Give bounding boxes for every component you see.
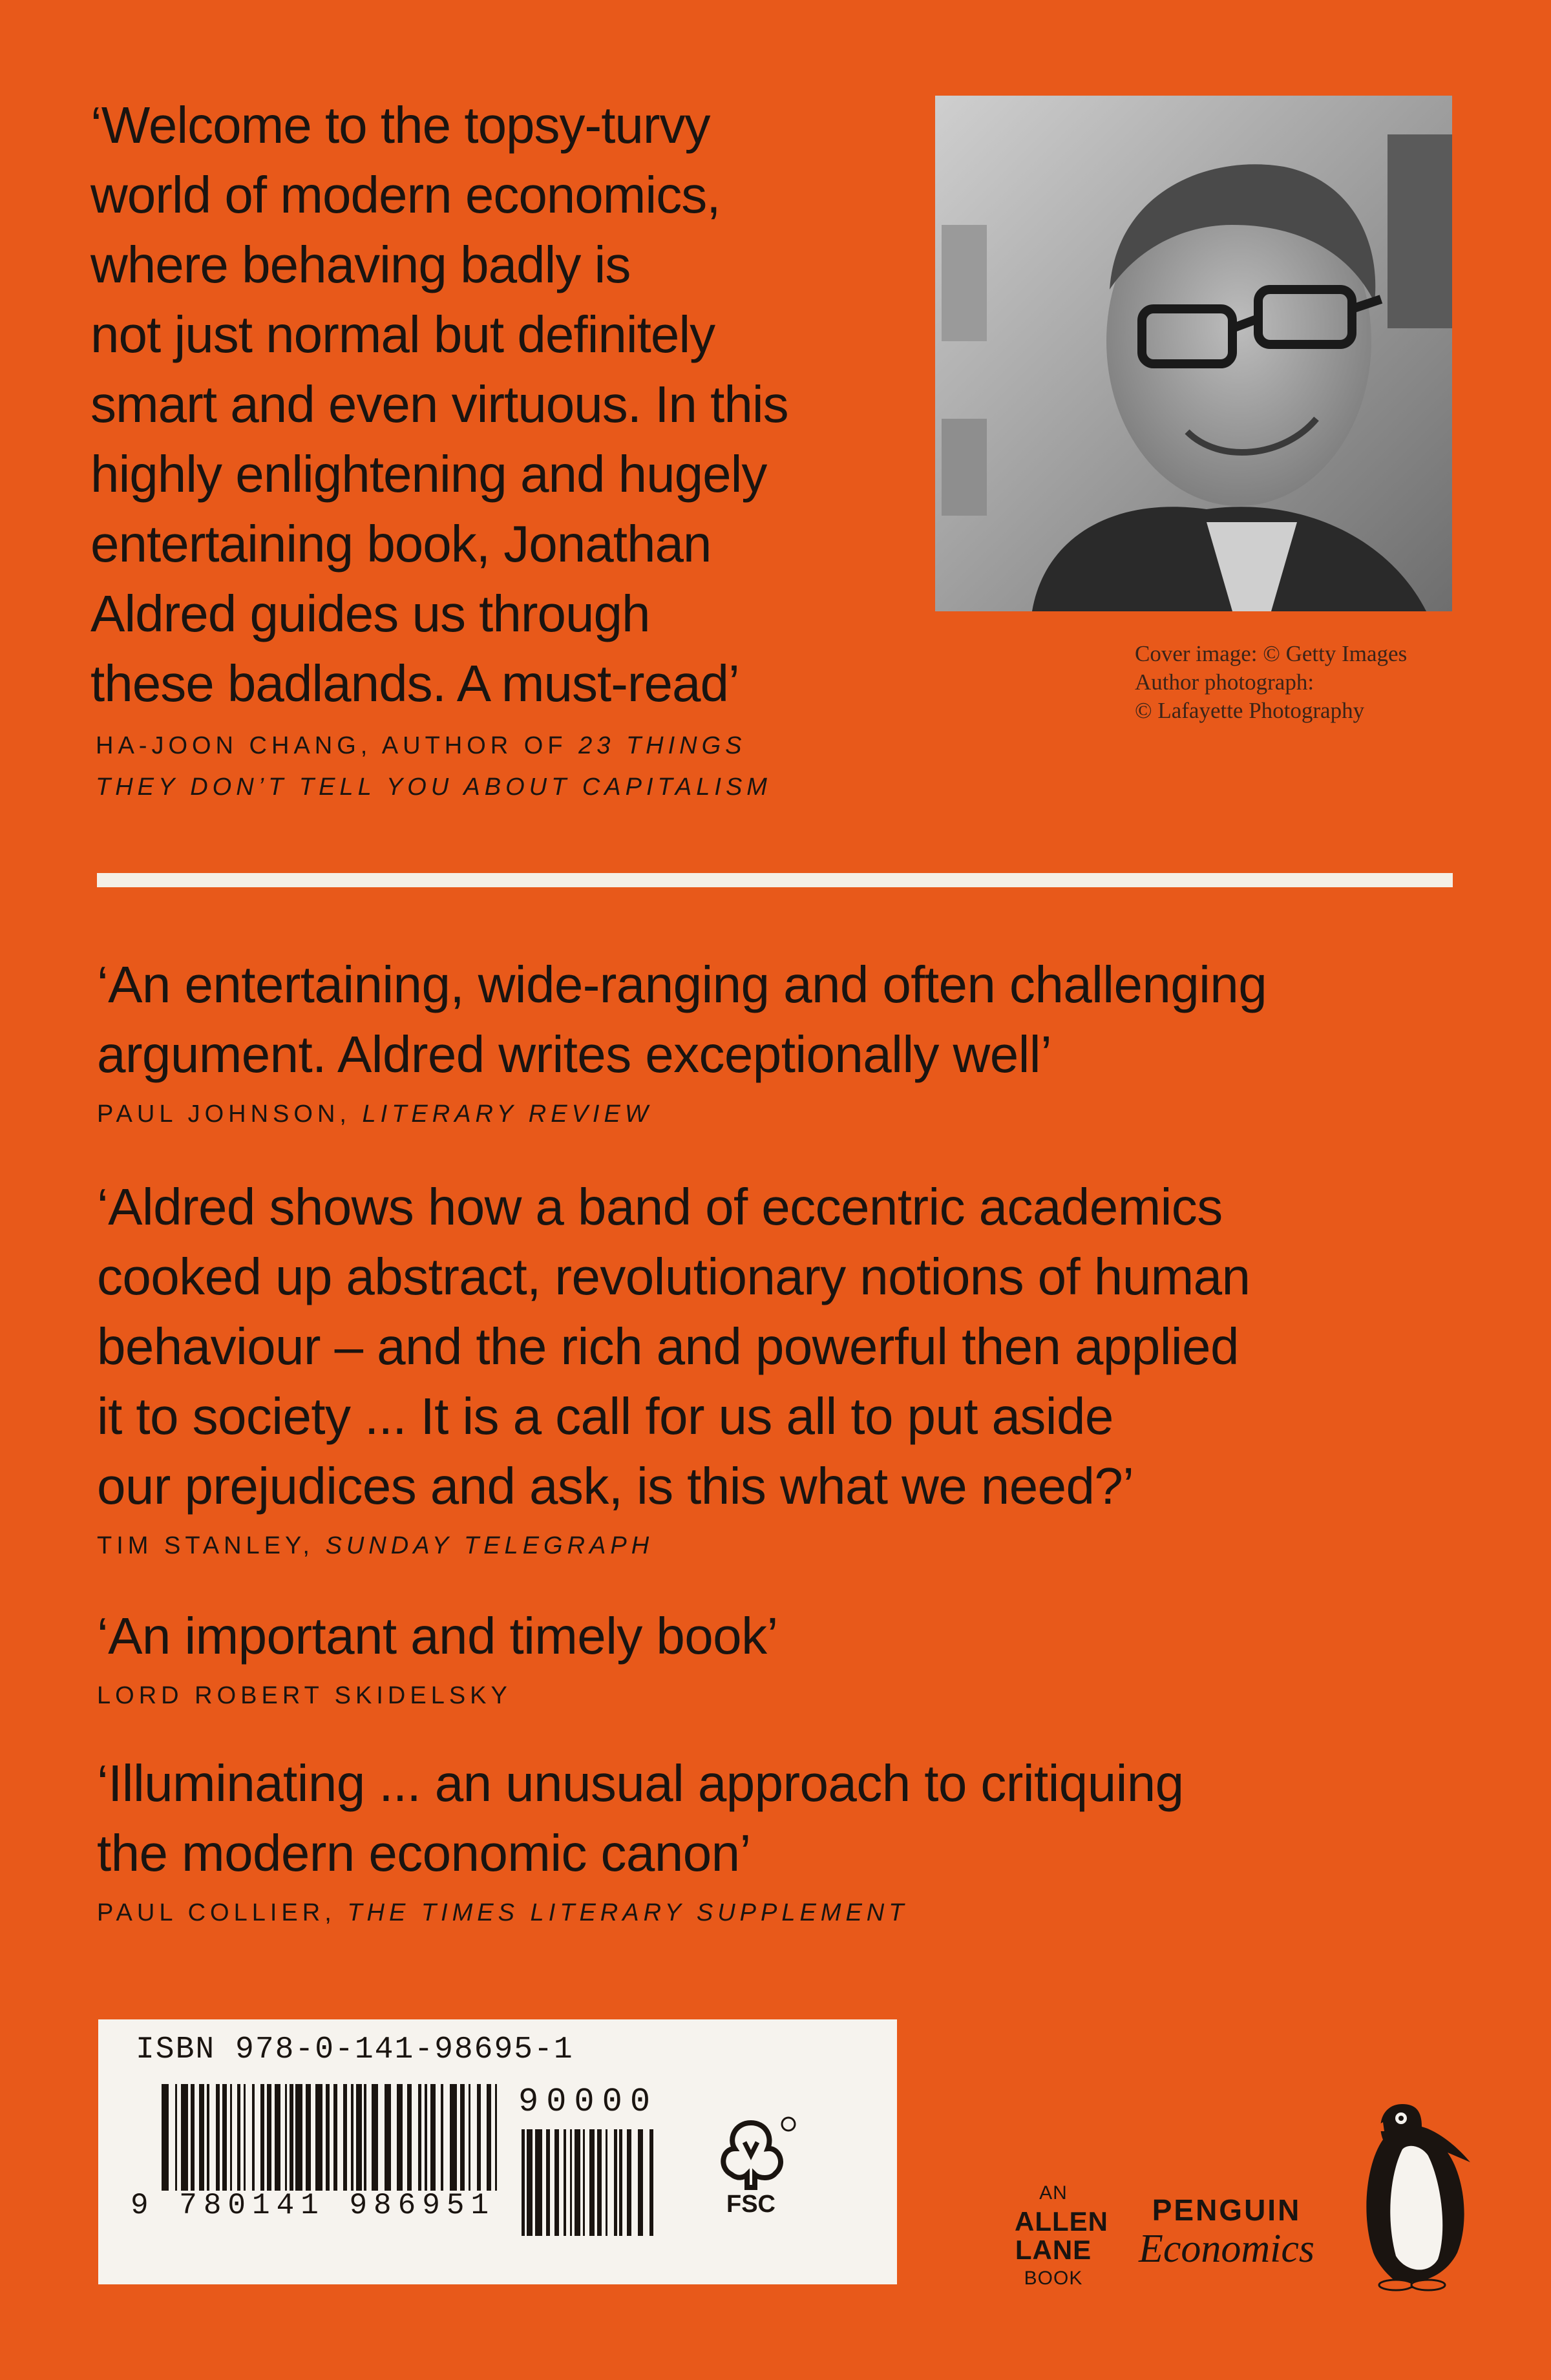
barcode-bar [364,2084,366,2191]
quote-line: ‘Aldred shows how a band of eccentric academics [97,1178,1223,1236]
review-attribution [97,1675,1480,1716]
barcode-bar [397,2084,403,2191]
barcode-bar [606,2129,607,2236]
publication: THE TIMES LITERARY SUPPLEMENT [347,1899,909,1926]
reviewer-name: PAUL JOHNSON, [97,1100,351,1128]
barcode-bar [181,2084,188,2191]
barcode-bar [333,2084,337,2191]
imprint-book: BOOK [1024,2268,1083,2289]
series-name: Economics [1139,2227,1315,2271]
reviewer-name: TIM STANLEY, [97,1532,314,1559]
barcode-bar [614,2129,617,2236]
barcode-bar [522,2129,525,2236]
barcode-bar [260,2084,264,2191]
author-photo [935,96,1452,611]
barcode-bar [527,2129,533,2236]
penguin-wordmark: PENGUIN [1152,2193,1302,2227]
barcode-bar [191,2084,195,2191]
barcode-bar [385,2084,391,2191]
quote-line: Aldred guides us through [90,585,650,642]
main-barcode [162,2084,504,2194]
quote-line: ‘An entertaining, wide-ranging and often challenging [97,956,1267,1013]
top-quote [90,90,898,719]
barcode-bar [275,2084,280,2191]
quote-line: these badlands. A must-read’ [90,655,739,712]
review-quote [97,950,1480,1090]
barcode-bar [589,2129,595,2236]
price-barcode [522,2129,664,2239]
barcode-bar [597,2129,602,2236]
barcode-bar [162,2084,169,2191]
publication: LITERARY REVIEW [362,1100,653,1128]
attribution-title: 23 THINGS [578,732,746,759]
barcode-bar [495,2084,497,2191]
barcode-bar [487,2084,491,2191]
barcode-bar [175,2084,177,2191]
barcode-bar [535,2129,542,2236]
quote-line: it to society ... It is a call for us all to put aside [97,1387,1113,1445]
barcode-bar [425,2084,427,2191]
quote-line: the modern economic canon’ [97,1824,751,1882]
credit-line: © Lafayette Photography [1135,698,1365,723]
credit-line: Cover image: © Getty Images [1135,641,1408,666]
fsc-logo-icon [699,2110,803,2220]
barcode-bar [554,2129,559,2236]
barcode-bar [372,2084,378,2191]
quote-line: ‘Illuminating ... an unusual approach to critiquing [97,1754,1184,1812]
barcode-bar [583,2129,585,2236]
review-quote [97,1172,1480,1521]
quote-line: smart and even virtuous. In this [90,375,788,433]
imprint-an: AN [1039,2182,1068,2204]
quote-line: argument. Aldred writes exceptionally well’ [97,1026,1052,1083]
barcode-bar [430,2084,436,2191]
quote-line: world of modern economics, [90,166,721,224]
barcode-bar [570,2129,572,2236]
penguin-economics-logo [1139,2192,1314,2269]
review [97,1749,1480,1933]
quote-line: behaviour – and the rich and powerful then applied [97,1318,1239,1375]
review-attribution [97,1093,1480,1135]
barcode-bar [222,2084,227,2191]
quote-line: ‘Welcome to the topsy-turvy [90,96,710,154]
attribution-name: HA-JOON CHANG, AUTHOR OF [96,732,567,759]
barcode-bar [450,2084,457,2191]
barcode-bar [627,2129,631,2236]
barcode-bar [230,2084,232,2191]
barcode-bar [469,2084,470,2191]
reviewer-name: PAUL COLLIER, [97,1899,336,1926]
top-quote-attribution [96,725,772,808]
penguin-icon [1357,2091,1473,2291]
quote-line: our prejudices and ask, is this what we need?’ [97,1457,1134,1515]
attribution-title: THEY DON’T TELL YOU ABOUT CAPITALISM [96,774,772,801]
barcode-bar [575,2129,580,2236]
barcode-bar [356,2084,362,2191]
barcode-bar [216,2084,220,2191]
barcode-bar [237,2084,240,2191]
barcode-bar [441,2084,443,2191]
barcode-bar [267,2084,271,2191]
review-attribution [97,1892,1480,1933]
barcode-bar [295,2084,302,2191]
photo-credits [1135,640,1497,725]
price-code: 90000 [518,2083,659,2121]
barcode-bar [649,2129,653,2236]
barcode-bar [315,2084,322,2191]
divider [97,873,1453,887]
barcode-bar [207,2084,209,2191]
barcode-bar [619,2129,622,2236]
barcode-bar [351,2084,353,2191]
barcode-bar [418,2084,421,2191]
publication: SUNDAY TELEGRAPH [325,1532,654,1559]
review-quote [97,1601,1480,1671]
barcode-bar [638,2129,643,2236]
barcode-bar [477,2084,481,2191]
barcode-bar [564,2129,566,2236]
barcode-bar [244,2084,246,2191]
barcode-bar [199,2084,204,2191]
review [97,1601,1480,1716]
fsc-label: FSC [726,2191,776,2218]
isbn-label: ISBN 978-0-141-98695-1 [136,2032,574,2067]
imprint-allen: ALLEN [1015,2206,1108,2237]
barcode-number: 9 780141 986951 [131,2189,496,2222]
quote-line: entertaining book, Jonathan [90,515,712,573]
quote-line: not just normal but definitely [90,306,715,363]
barcode-bar [460,2084,465,2191]
imprint-lane: LANE [1015,2235,1092,2265]
quote-line: ‘An important and timely book’ [97,1607,778,1665]
quote-line: highly enlightening and hugely [90,445,767,503]
barcode-bar [290,2084,293,2191]
quote-line: where behaving badly is [90,236,631,293]
barcode-panel [98,2019,897,2284]
credit-line: Author photograph: [1135,669,1314,695]
review-quote [97,1749,1480,1888]
allen-lane-logo [1015,2179,1108,2293]
review [97,950,1480,1135]
barcode-bar [326,2084,330,2191]
barcode-bar [546,2129,550,2236]
review [97,1172,1480,1566]
barcode-bar [407,2084,412,2191]
barcode-bar [252,2084,255,2191]
review-attribution [97,1525,1480,1566]
barcode-bar [306,2084,311,2191]
barcode-bar [343,2084,347,2191]
barcode-bar [285,2084,287,2191]
reviewer-name: LORD ROBERT SKIDELSKY [97,1682,512,1709]
quote-line: cooked up abstract, revolutionary notions of human [97,1248,1250,1305]
